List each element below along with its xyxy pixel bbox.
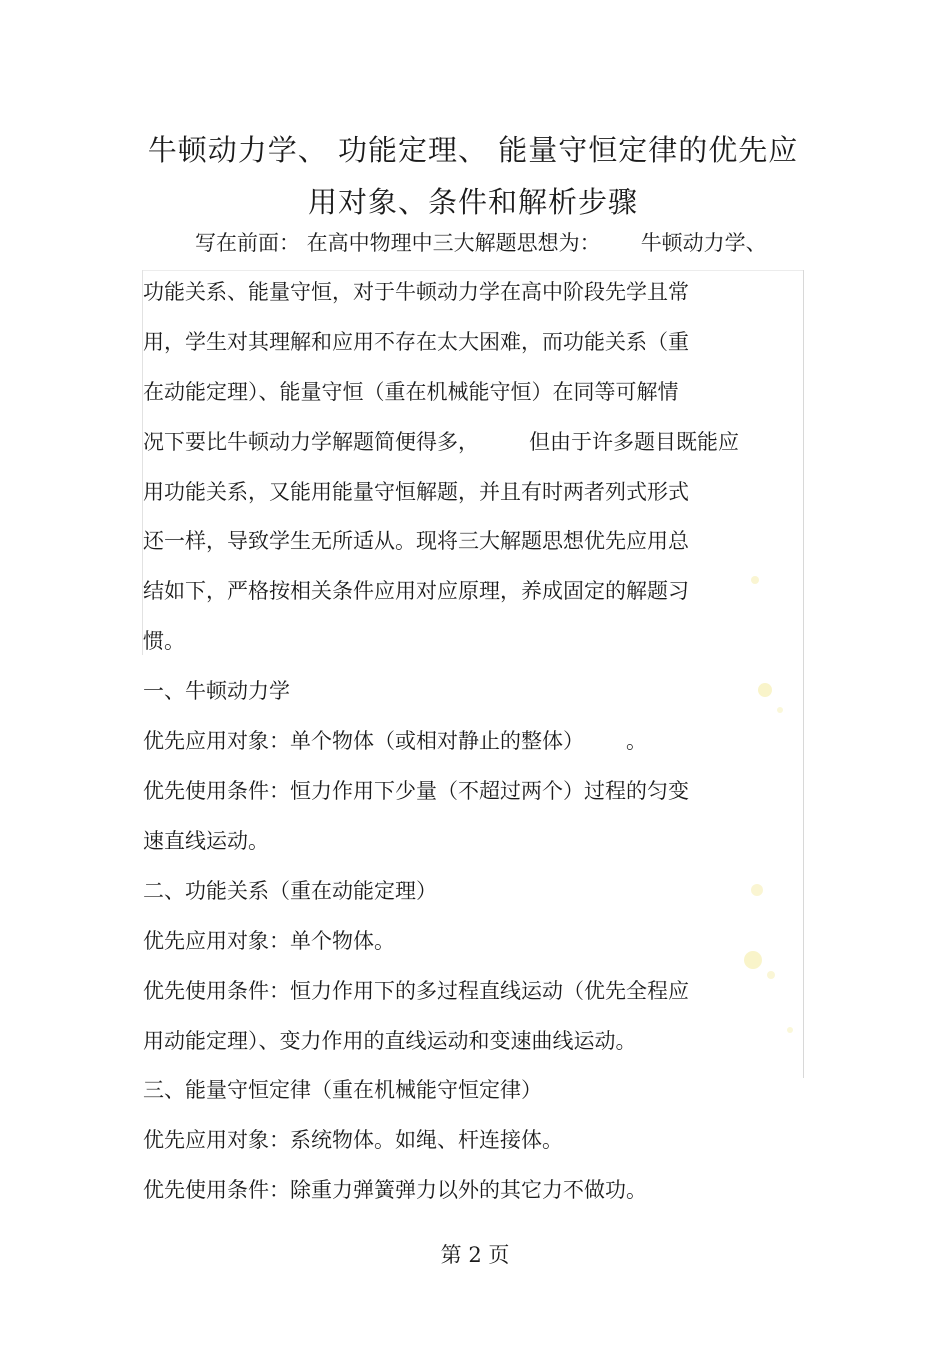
section-3-object: 优先应用对象：系统物体。如绳、杆连接体。	[143, 1128, 563, 1152]
intro-line-2: 功能关系、能量守恒，对于牛顿动力学在高中阶段先学且常	[143, 280, 689, 304]
section-2-condition-line-1: 优先使用条件：恒力作用下的多过程直线运动（优先全程应	[143, 979, 689, 1003]
intro-line-1	[195, 228, 767, 258]
title-line-1: 牛顿动力学、 功能定理、 能量守恒定律的优先应	[147, 133, 799, 167]
section-1-object-text: 优先应用对象：单个物体（或相对静止的整体）	[143, 729, 584, 753]
intro-line-1-part-a: 写在前面： 在高中物理中三大解题思想为：	[195, 231, 601, 255]
intro-line-8: 结如下，严格按相关条件应用对应原理，养成固定的解题习	[143, 579, 689, 603]
intro-line-7: 还一样，导致学生无所适从。现将三大解题思想优先应用总	[143, 529, 689, 553]
section-1-condition-line-1: 优先使用条件：恒力作用下少量（不超过两个）过程的匀变	[143, 779, 689, 803]
section-2-object: 优先应用对象：单个物体。	[143, 929, 395, 953]
section-2-condition-line-2: 用动能定理）、变力作用的直线运动和变速曲线运动。	[143, 1029, 637, 1053]
scan-speckle-decoration	[735, 560, 805, 1080]
section-1-condition-line-2: 速直线运动。	[143, 829, 269, 853]
title-line-2: 用对象、条件和解析步骤	[307, 185, 638, 219]
section-1-object	[143, 726, 647, 756]
intro-line-5	[143, 427, 739, 457]
intro-line-3: 用，学生对其理解和应用不存在太大困难，而功能关系（重	[143, 330, 689, 354]
intro-line-4: 在动能定理）、能量守恒（重在机械能守恒）在同等可解情	[143, 380, 679, 404]
section-2-heading: 二、功能关系（重在动能定理）	[143, 879, 437, 903]
intro-line-5-part-b: 但由于许多题目既能应	[529, 430, 739, 454]
intro-line-1-part-b: 牛顿动力学、	[640, 231, 767, 255]
section-1-heading: 一、牛顿动力学	[143, 679, 290, 703]
document-title	[143, 124, 803, 228]
page-number: 第 2 页	[440, 1243, 510, 1267]
section-3-heading: 三、能量守恒定律（重在机械能守恒定律）	[143, 1078, 542, 1102]
page-frame-top-border	[143, 270, 804, 271]
intro-line-6: 用功能关系，又能用能量守恒解题，并且有时两者列式形式	[143, 480, 689, 504]
intro-line-5-part-a: 况下要比牛顿动力学解题简便得多，	[143, 430, 479, 454]
section-3-condition: 优先使用条件：除重力弹簧弹力以外的其它力不做功。	[143, 1178, 647, 1202]
intro-line-9: 惯。	[143, 629, 185, 653]
section-1-object-period: 。	[626, 729, 647, 753]
